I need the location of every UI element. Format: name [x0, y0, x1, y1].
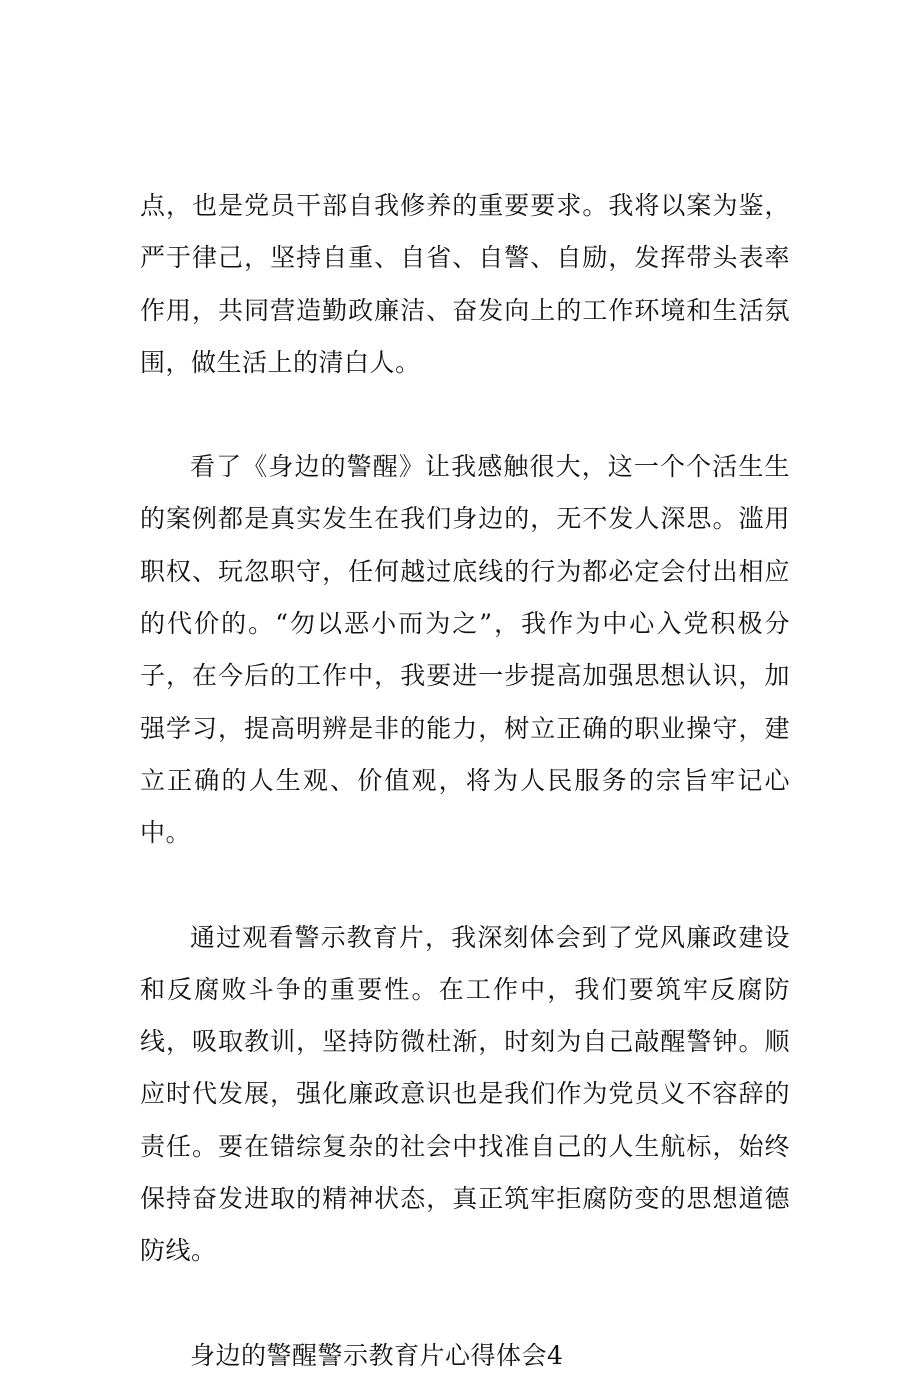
paragraph-reflection: 看了《身边的警醒》让我感触很大，这一个个活生生的案例都是真实发生在我们身边的，无不发人深思。滥用职权、玩忽职守，任何越过底线的行为都必定会付出相应的代价的。“勿以恶小而为之”，我作为中心入党积极分子，在今后的工作中，我要进一步提高加强思想认识，加强学习，提高明辨是非的能力，树立正确的职业操守，建立正确的人生观、价值观，将为人民服务的宗旨牢记心中。	[140, 452, 790, 848]
document-page	[140, 180, 790, 1382]
paragraph-gap	[140, 1278, 790, 1330]
paragraph-gap	[140, 389, 790, 441]
paragraph-warning-education: 通过观看警示教育片，我深刻体会到了党风廉政建设和反腐败斗争的重要性。在工作中，我们要筑牢反腐防线，吸取教训，坚持防微杜渐，时刻为自己敲醒警钟。顺应时代发展，强化廉政意识也是我们作为党员义不容辞的责任。要在错综复杂的社会中找准自己的人生航标，始终保持奋发进取的精神状态，真正筑牢拒腐防变的思想道德防线。	[140, 922, 790, 1266]
paragraph-gap	[140, 860, 790, 912]
paragraph-continuation: 点，也是党员干部自我修养的重要要求。我将以案为鉴，严于律己，坚持自重、自省、自警、自励，发挥带头表率作用，共同营造勤政廉洁、奋发向上的工作环境和生活氛围，做生活上的清白人。	[140, 191, 790, 377]
section-heading: 身边的警醒警示教育片心得体会4	[190, 1340, 564, 1370]
